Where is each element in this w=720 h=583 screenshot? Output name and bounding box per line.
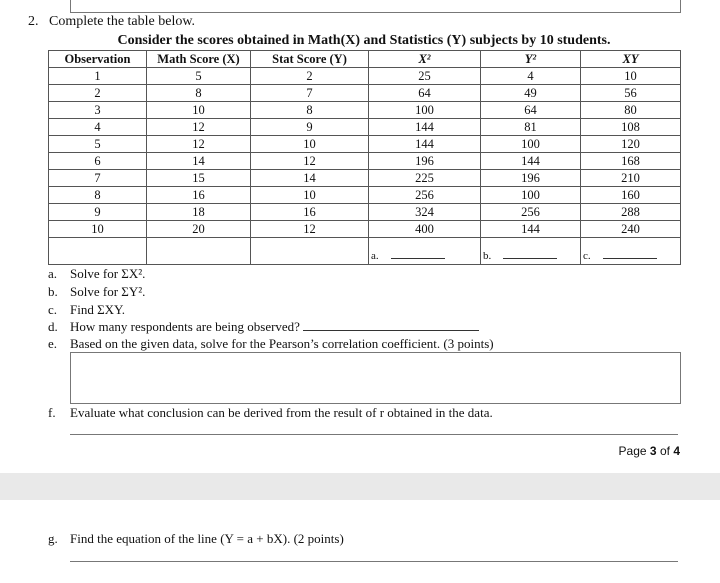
table-row — [49, 136, 681, 153]
cell-xy: 10 — [581, 68, 681, 85]
table-caption: Consider the scores obtained in Math(X) and Statistics (Y) subjects by 10 students. — [117, 33, 611, 48]
cell-x-squared: 225 — [369, 170, 481, 187]
table-row — [49, 187, 681, 204]
cell-x-squared: 400 — [369, 221, 481, 238]
cell-math-score: 8 — [147, 85, 251, 102]
cell-stat-score: 10 — [251, 187, 369, 204]
cell-stat-score: 7 — [251, 85, 369, 102]
sum-empty-1 — [49, 238, 147, 265]
item-f: f. Evaluate what conclusion can be derived from the result of r obtained in the data. — [48, 405, 493, 420]
item-e: e. Based on the given data, solve for the Pearson’s correlation coefficient. (3 points) — [48, 336, 494, 351]
respondents-blank[interactable] — [303, 320, 479, 331]
cell-stat-score: 10 — [251, 136, 369, 153]
cell-observation: 3 — [49, 102, 147, 119]
cell-y-squared: 256 — [481, 204, 581, 221]
cell-observation: 1 — [49, 68, 147, 85]
cell-observation: 7 — [49, 170, 147, 187]
sum-x-squared-cell[interactable] — [369, 238, 481, 265]
cell-xy: 56 — [581, 85, 681, 102]
sum-empty-3 — [251, 238, 369, 265]
cell-math-score: 10 — [147, 102, 251, 119]
cell-math-score: 14 — [147, 153, 251, 170]
table-row — [49, 221, 681, 238]
cell-observation: 9 — [49, 204, 147, 221]
table-row — [49, 204, 681, 221]
previous-answer-box[interactable] — [70, 0, 681, 13]
item-a: a. Solve for ΣX². — [48, 266, 146, 281]
item-d: d. How many respondents are being observed? — [48, 319, 479, 335]
cell-math-score: 18 — [147, 204, 251, 221]
header-x-squared: X² — [369, 51, 481, 68]
cell-y-squared: 196 — [481, 170, 581, 187]
question-title: Complete the table below. — [49, 14, 196, 29]
table-row — [49, 153, 681, 170]
cell-y-squared: 144 — [481, 221, 581, 238]
page-number: Page 3 of 4 — [618, 444, 680, 458]
table-row — [49, 68, 681, 85]
cell-stat-score: 12 — [251, 221, 369, 238]
cell-stat-score: 8 — [251, 102, 369, 119]
cell-stat-score: 16 — [251, 204, 369, 221]
cell-y-squared: 144 — [481, 153, 581, 170]
table-row — [49, 85, 681, 102]
cell-x-squared: 25 — [369, 68, 481, 85]
sum-y-squared-blank[interactable] — [503, 248, 557, 259]
cell-x-squared: 144 — [369, 136, 481, 153]
table-body — [49, 68, 681, 238]
cell-x-squared: 196 — [369, 153, 481, 170]
cell-observation: 5 — [49, 136, 147, 153]
item-g: g. Find the equation of the line (Y = a + bX). (2 points) — [48, 531, 344, 546]
cell-math-score: 15 — [147, 170, 251, 187]
cell-x-squared: 324 — [369, 204, 481, 221]
sum-empty-2 — [147, 238, 251, 265]
conclusion-answer-line[interactable] — [70, 434, 678, 435]
item-g-text: Find the equation of the line (Y = a + bX). (2 points) — [70, 531, 344, 546]
cell-stat-score: 9 — [251, 119, 369, 136]
cell-stat-score: 14 — [251, 170, 369, 187]
item-c: c. Find ΣXY. — [48, 302, 126, 317]
cell-x-squared: 144 — [369, 119, 481, 136]
cell-observation: 2 — [49, 85, 147, 102]
question-number: 2. — [28, 14, 39, 29]
sum-xy-cell[interactable] — [581, 238, 681, 265]
sum-label-b: b. — [483, 250, 492, 262]
cell-xy: 168 — [581, 153, 681, 170]
cell-xy: 240 — [581, 221, 681, 238]
item-a-text: Solve for ΣX². — [70, 266, 146, 281]
cell-x-squared: 100 — [369, 102, 481, 119]
header-math-score: Math Score (X) — [147, 51, 251, 68]
cell-math-score: 12 — [147, 136, 251, 153]
sum-x-squared-blank[interactable] — [391, 248, 445, 259]
item-d-text: How many respondents are being observed? — [70, 319, 300, 334]
cell-stat-score: 12 — [251, 153, 369, 170]
item-f-text: Evaluate what conclusion can be derived from the result of r obtained in the data. — [70, 405, 493, 420]
table-header-row — [49, 51, 681, 68]
header-y-squared: Y² — [481, 51, 581, 68]
cell-y-squared: 81 — [481, 119, 581, 136]
item-b-text: Solve for ΣY². — [70, 284, 146, 299]
header-observation: Observation — [49, 51, 147, 68]
sum-label-a: a. — [371, 250, 379, 262]
cell-stat-score: 2 — [251, 68, 369, 85]
cell-xy: 288 — [581, 204, 681, 221]
table-row — [49, 102, 681, 119]
sum-label-c: c. — [583, 250, 591, 262]
cell-x-squared: 256 — [369, 187, 481, 204]
cell-math-score: 12 — [147, 119, 251, 136]
item-c-text: Find ΣXY. — [70, 302, 126, 317]
item-b: b. Solve for ΣY². — [48, 284, 146, 299]
cell-y-squared: 100 — [481, 187, 581, 204]
cell-xy: 160 — [581, 187, 681, 204]
pearson-answer-box[interactable] — [70, 352, 681, 404]
scores-table — [48, 50, 681, 265]
cell-y-squared: 49 — [481, 85, 581, 102]
cell-math-score: 16 — [147, 187, 251, 204]
header-xy: XY — [581, 51, 681, 68]
cell-xy: 80 — [581, 102, 681, 119]
cell-xy: 120 — [581, 136, 681, 153]
cell-y-squared: 64 — [481, 102, 581, 119]
cell-y-squared: 4 — [481, 68, 581, 85]
sum-y-squared-cell[interactable] — [481, 238, 581, 265]
cell-observation: 4 — [49, 119, 147, 136]
table-row — [49, 170, 681, 187]
cell-observation: 10 — [49, 221, 147, 238]
line-equation-answer-line[interactable] — [70, 561, 678, 562]
header-stat-score: Stat Score (Y) — [251, 51, 369, 68]
cell-math-score: 5 — [147, 68, 251, 85]
cell-observation: 8 — [49, 187, 147, 204]
cell-x-squared: 64 — [369, 85, 481, 102]
cell-xy: 210 — [581, 170, 681, 187]
cell-xy: 108 — [581, 119, 681, 136]
table-row — [49, 119, 681, 136]
sum-row — [49, 238, 681, 265]
item-e-text: Based on the given data, solve for the Pearson’s correlation coefficient. (3 points) — [70, 336, 494, 351]
cell-math-score: 20 — [147, 221, 251, 238]
sum-xy-blank[interactable] — [603, 248, 657, 259]
cell-y-squared: 100 — [481, 136, 581, 153]
cell-observation: 6 — [49, 153, 147, 170]
